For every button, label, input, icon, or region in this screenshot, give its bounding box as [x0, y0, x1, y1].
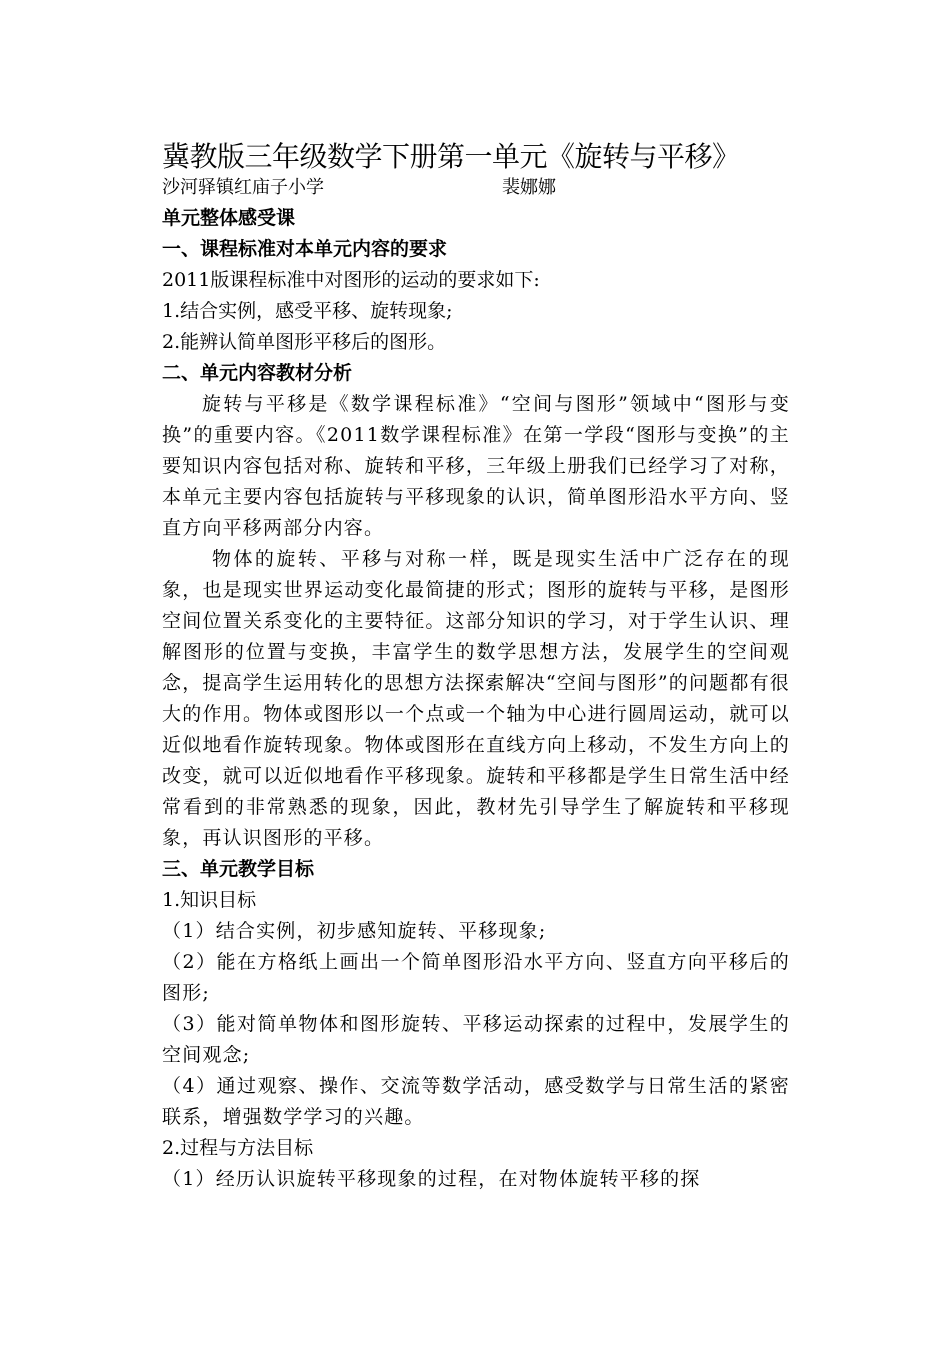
knowledge-goal-3: （3）能对简单物体和图形旋转、平移运动探索的过程中，发展学生的空间观念;: [162, 1013, 790, 1066]
knowledge-goal-2: （2）能在方格纸上画出一个简单图形沿水平方向、竖直方向平移后的图形;: [162, 951, 790, 1004]
author-line: [162, 173, 790, 203]
knowledge-goal-1: （1）结合实例，初步感知旋转、平移现象;: [162, 920, 547, 942]
analysis-paragraph-2: 物体的旋转、平移与对称一样，既是现实生活中广泛存在的现象，也是现实世界运动变化最简捷的形式；图形的旋转与平移，是图形空间位置关系变化的主要特征。这部分知识的学习，对于学生认识、理解图形的位置与变换，丰富学生的数学思想方法，发展学生的空间观念，提高学生运用转化的思想方法探索解决“空间与图形”的问题都有很大的作用。物体或图形以一个点或一个轴为中心进行圆周运动，就可以近似地看作旋转现象。物体或图形在直线方向上移动，不发生方向上的改变，就可以近似地看作平移现象。旋转和平移都是学生日常生活中经常看到的非常熟悉的现象，因此，教材先引导学生了解旋转和平移现象，再认识图形的平移。: [162, 548, 790, 849]
knowledge-goal-4: （4）通过观察、操作、交流等数学活动，感受数学与日常生活的紧密联系，增强数学学习的兴趣。: [162, 1075, 790, 1128]
section-unit-heading: 单元整体感受课: [162, 207, 296, 229]
standard-intro: 2011版课程标准中对图形的运动的要求如下:: [162, 269, 540, 291]
school-name: 沙河驿镇红庙子小学: [162, 177, 324, 198]
standard-item-1: 1.结合实例，感受平移、旋转现象;: [162, 300, 453, 322]
heading-content-analysis: 二、单元内容教材分析: [162, 362, 353, 384]
goal-knowledge-heading: 1.知识目标: [162, 889, 257, 911]
document-title: 冀教版三年级数学下册第一单元《旋转与平移》: [162, 140, 740, 173]
author-name: 裴娜娜: [502, 177, 556, 198]
heading-teaching-goals: 三、单元教学目标: [162, 858, 315, 880]
heading-curriculum-standard: 一、课程标准对本单元内容的要求: [162, 238, 448, 260]
standard-item-2: 2.能辨认简单图形平移后的图形。: [162, 331, 447, 353]
analysis-paragraph-1: 旋转与平移是《数学课程标准》“空间与图形”领域中“图形与变换”的重要内容。《2011数学课程标准》在第一学段“图形与变换”的主要知识内容包括对称、旋转和平移，三年级上册我们已经学习了对称，本单元主要内容包括旋转与平移现象的认识，简单图形沿水平方向、竖直方向平移两部分内容。: [162, 393, 790, 539]
process-goal-1: （1）经历认识旋转平移现象的过程，在对物体旋转平移的探: [162, 1168, 701, 1190]
goal-process-heading: 2.过程与方法目标: [162, 1137, 314, 1159]
document-body: [162, 140, 790, 1195]
